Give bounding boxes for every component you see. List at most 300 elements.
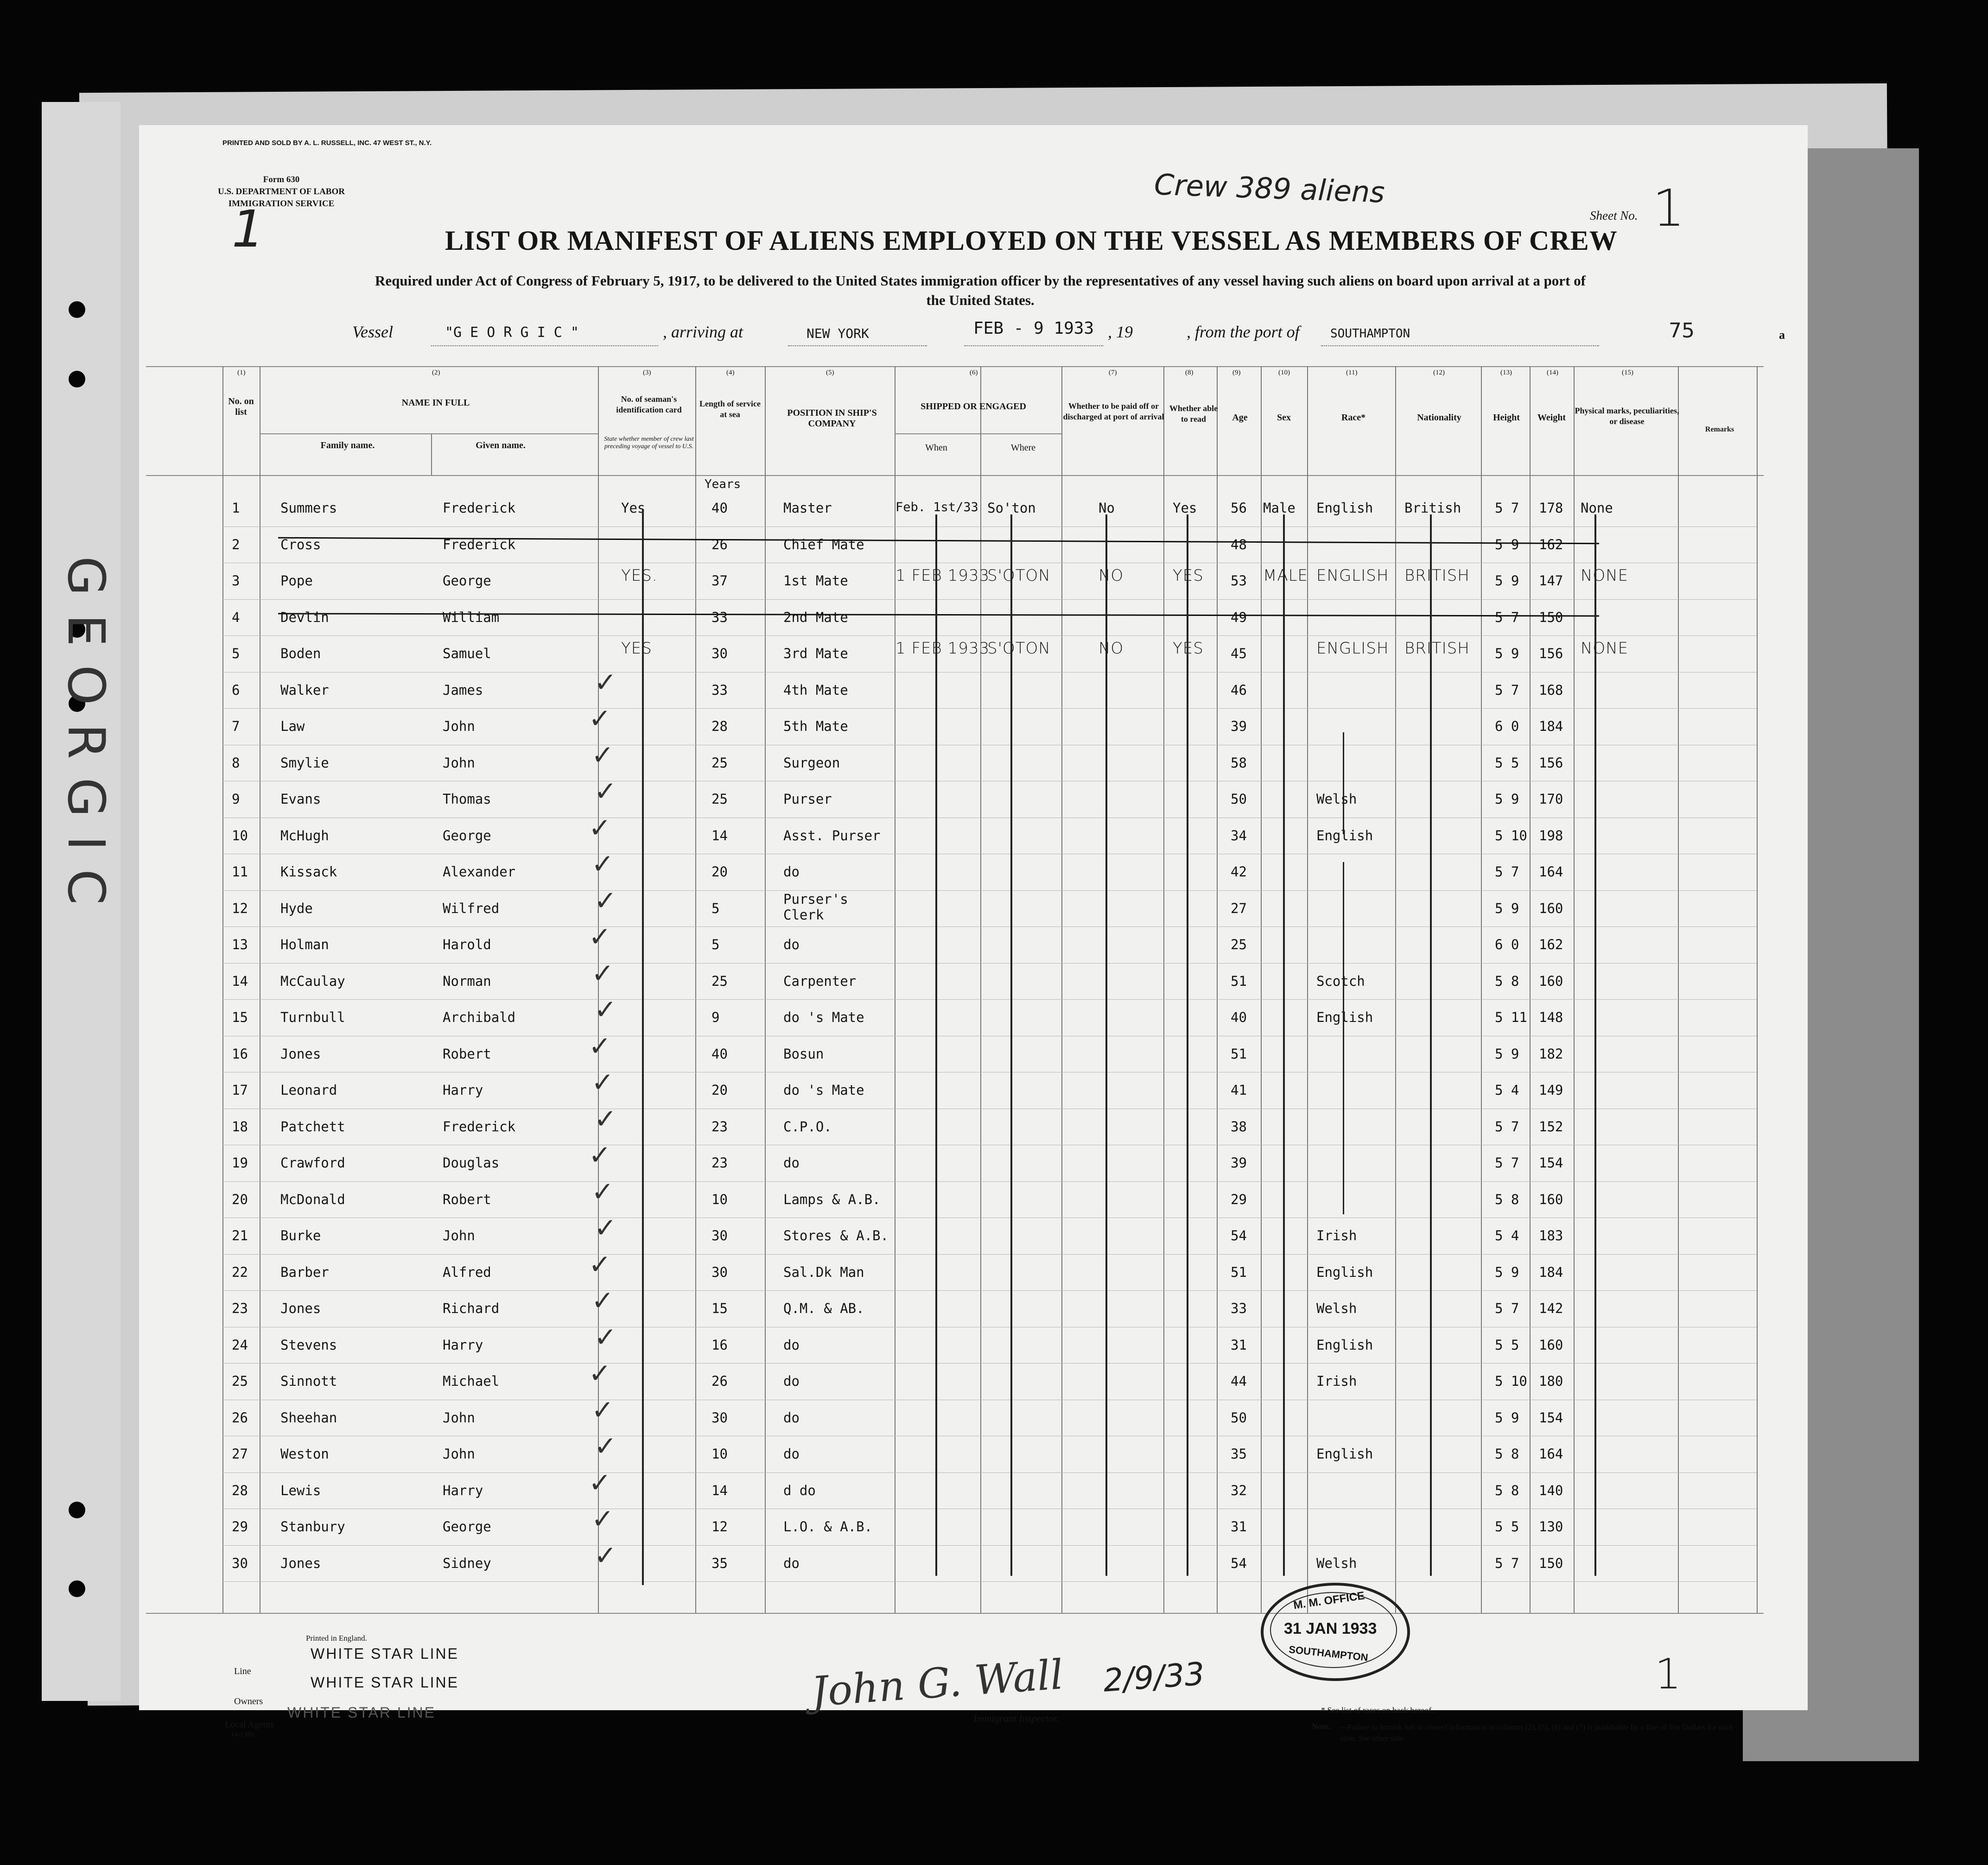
age: 49 [1231,609,1247,625]
age: 51 [1231,1046,1247,1062]
position: Carpenter [783,973,857,989]
race: Welsh [1316,1555,1357,1571]
given-name: George [443,1519,491,1535]
height: 5 9 [1495,536,1519,552]
weight: 160 [1539,973,1563,989]
able-to-read: YES [1173,639,1204,658]
age: 39 [1231,1155,1247,1171]
column-number: (7) [1109,369,1117,376]
row-number: 4 [232,609,240,625]
penalty-note: —Failure to furnish full or correct information in columns (2), (5), (6) and (7) is punishable by a fine of Ten Dollars for each alien. See other side. [1340,1723,1733,1743]
race: English [1316,1009,1373,1025]
column-number: (8) [1185,369,1194,376]
column-divider [695,366,696,1613]
hdr-length-service: Length of service at sea [699,399,761,419]
height: 5 11 [1495,1009,1527,1025]
check-mark-icon: ✓ [591,848,614,880]
owners-value: WHITE STAR LINE [311,1674,459,1691]
age: 38 [1231,1118,1247,1135]
service-years: 25 [711,755,728,771]
service-years: 14 [711,827,728,844]
stamp-date: 31 JAN 1933 [1284,1620,1377,1637]
height: 5 9 [1495,573,1519,589]
hdr-given-name: Given name. [476,440,526,450]
family-name: Sheehan [280,1409,337,1426]
header-bottom-border [146,475,1764,476]
family-name: Jones [280,1300,321,1316]
height: 5 7 [1495,500,1519,516]
row-number: 14 [232,973,248,989]
given-name: John [443,755,475,771]
column-number: (5) [826,369,834,376]
column-number: (4) [726,369,735,376]
service-years: 5 [711,900,720,916]
row-number: 27 [232,1446,248,1462]
column-divider [1574,366,1575,1613]
age: 48 [1231,536,1247,552]
given-name: Alexander [443,864,516,880]
height: 5 9 [1495,791,1519,807]
check-mark-icon: ✓ [589,1139,611,1171]
check-mark-icon: ✓ [591,1066,614,1098]
id-card: YES. [621,566,658,585]
table-bottom-border [146,1613,1764,1614]
ditto-line-when [935,514,937,1576]
agents-label: Local Agents [225,1719,274,1730]
age: 50 [1231,1409,1247,1426]
row-number: 1 [232,500,240,516]
position: do [783,1373,800,1389]
engaged-where: S'OTON [987,639,1051,658]
right-margin-mark: 1 [1655,1650,1682,1699]
position: 2nd Mate [783,609,848,625]
owners-label: Owners [234,1696,263,1706]
age: 50 [1231,791,1247,807]
hdr-id-card: No. of seaman's identification card [616,394,682,414]
weight: 164 [1539,1446,1563,1462]
service-years: 25 [711,791,728,807]
family-name: McHugh [280,827,329,844]
age: 27 [1231,900,1247,916]
check-mark-icon: ✓ [591,1175,614,1207]
position: do 's Mate [783,1082,864,1098]
given-name: Frederick [443,536,516,552]
header-subrule [895,433,1061,434]
header-subrule [260,433,598,434]
row-number: 13 [232,937,248,952]
check-mark-icon: ✓ [594,1430,617,1462]
weight: 160 [1539,1337,1563,1353]
weight: 142 [1539,1300,1563,1316]
position: do [783,864,800,880]
given-name: Archibald [443,1009,516,1025]
column-divider [222,366,223,1613]
ditto-line-marks [1594,514,1596,1576]
left-margin-mark: 1 [232,199,264,259]
from-port-label: , from the port of [1187,323,1300,341]
punch-hole [69,1502,85,1518]
family-name: Turnbull [280,1009,345,1025]
given-name: Harry [443,1337,483,1353]
given-name: John [443,1228,475,1243]
position: Asst. Purser [783,827,881,844]
age: 35 [1231,1446,1247,1462]
service-years: 30 [711,1409,728,1426]
service-name: IMMIGRATION SERVICE [228,199,335,209]
row-number: 28 [232,1482,248,1498]
row-number: 23 [232,1300,248,1316]
row-number: 11 [232,864,248,880]
family-name: Pope [280,573,313,589]
height: 5 8 [1495,1191,1519,1207]
position: do [783,1155,800,1171]
row-number: 8 [232,755,240,771]
check-mark-icon: ✓ [594,666,617,698]
check-mark-icon: ✓ [589,703,611,734]
engaged-where: S'OTON [987,566,1051,585]
row-number: 20 [232,1191,248,1207]
height: 5 10 [1495,827,1527,844]
position: Lamps & A.B. [783,1191,881,1207]
service-years: 35 [711,1555,728,1571]
service-years: 28 [711,718,728,734]
family-name: Kissack [280,864,337,880]
hdr-name-in-full: NAME IN FULL [401,398,470,408]
family-name: Weston [280,1446,329,1462]
age: 33 [1231,1300,1247,1316]
age: 34 [1231,827,1247,844]
age: 56 [1231,500,1247,516]
weight: 130 [1539,1519,1563,1535]
service-years: 26 [711,1373,728,1389]
position: Master [783,500,832,516]
hdr-where: Where [1010,443,1036,453]
row-number: 16 [232,1046,248,1062]
column-number: (2) [432,369,440,376]
row-rule [222,635,1757,636]
ditto-line-paid [1105,514,1107,1576]
height: 5 7 [1495,1300,1519,1316]
height: 5 5 [1495,755,1519,771]
height: 5 8 [1495,1446,1519,1462]
service-years: 33 [711,609,728,625]
given-name: Wilfred [443,900,500,916]
age: 46 [1231,682,1247,698]
check-mark-icon: ✓ [594,1539,617,1571]
family-name: Leonard [280,1082,337,1098]
age: 54 [1231,1555,1247,1571]
given-name: George [443,573,491,589]
weight: 198 [1539,827,1563,844]
check-mark-icon: ✓ [594,884,617,916]
position: Chief Mate [783,536,864,552]
position: Sal.Dk Man [783,1264,864,1280]
weight: 154 [1539,1409,1563,1426]
row-number: 25 [232,1373,248,1389]
check-mark-icon: ✓ [589,812,611,844]
hdr-race: Race* [1341,412,1366,423]
sheet-number-label: Sheet No. [1590,209,1638,222]
family-name: Evans [280,791,321,807]
height: 5 4 [1495,1082,1519,1098]
column-divider [765,366,766,1613]
check-mark-icon: ✓ [589,1358,611,1389]
service-years: 20 [711,1082,728,1098]
signature-date: 2/9/33 [1102,1656,1206,1700]
row-rule [222,963,1757,964]
punch-hole [69,1580,85,1597]
hdr-nationality: Nationality [1417,412,1461,423]
age: 29 [1231,1191,1247,1207]
service-years: 5 [711,937,720,952]
service-years: 9 [711,1009,720,1025]
column-number: (14) [1547,369,1558,376]
height: 5 4 [1495,1228,1519,1243]
given-name: Harry [443,1082,483,1098]
race: English [1316,500,1373,516]
engaged-when: Feb. 1st/33 [896,500,978,514]
row-number: 9 [232,791,240,807]
position: Surgeon [783,755,840,771]
family-name: Jones [280,1046,321,1062]
from-port: SOUTHAMPTON [1330,327,1410,341]
stamp-office: M. M. OFFICE [1292,1589,1366,1612]
service-years: 40 [711,500,728,516]
given-name: Robert [443,1191,491,1207]
port-dotline [788,345,927,346]
engaged-when: 1 FEB 1933 [896,566,990,585]
sex: Male [1263,500,1296,516]
height: 5 9 [1495,900,1519,916]
years-label: Years [705,477,741,491]
position: do [783,1409,800,1426]
given-name: Harry [443,1482,483,1498]
check-mark-icon: ✓ [594,1212,617,1243]
height: 5 5 [1495,1337,1519,1353]
age: 42 [1231,864,1247,880]
height: 5 9 [1495,1409,1519,1426]
nationality: British [1404,500,1461,516]
paid-off: No [1099,500,1115,516]
weight: 178 [1539,500,1563,516]
row-rule [222,599,1757,600]
weight: 160 [1539,1191,1563,1207]
position: 4th Mate [783,682,848,698]
row-rule [222,999,1757,1000]
column-divider [980,366,981,1613]
row-number: 29 [232,1519,248,1535]
check-mark-icon: ✓ [594,994,617,1025]
height: 6 0 [1495,718,1519,734]
family-name: Boden [280,646,321,661]
height: 5 5 [1495,1519,1519,1535]
family-name: Stanbury [280,1519,345,1535]
able-to-read: YES [1173,566,1204,585]
position: L.O. & A.B. [783,1519,873,1535]
weight: 156 [1539,755,1563,771]
service-years: 16 [711,1337,728,1353]
check-mark-icon: ✓ [594,1321,617,1353]
arriving-label: , arriving at [663,323,743,341]
row-number: 5 [232,646,240,661]
page-mark-suffix: a [1779,328,1785,342]
row-rule [222,1472,1757,1473]
height: 5 8 [1495,1482,1519,1498]
row-rule [222,890,1757,891]
age: 31 [1231,1337,1247,1353]
form-number: Form 630 [263,175,300,184]
line-value: WHITE STAR LINE [311,1645,459,1662]
given-name: Alfred [443,1264,491,1280]
hdr-no-on-list: No. on list [228,396,254,417]
from-dotline [1321,345,1599,346]
height: 5 8 [1495,973,1519,989]
height: 5 7 [1495,1118,1519,1135]
page-subtitle: Required under Act of Congress of February 5, 1917, to be delivered to the United States immigration officer by the representatives of any vessel having such aliens on board upon arrival at a port of the United States. [375,273,1586,308]
race-footnote: * See list of races on back hereof. [1321,1706,1434,1715]
column-divider [1395,366,1396,1613]
line-label: Line [234,1666,251,1676]
race: English [1316,1337,1373,1353]
row-number: 12 [232,900,248,916]
hdr-sex: Sex [1277,412,1291,423]
row-number: 2 [232,536,240,552]
date-dotline [964,345,1103,346]
check-mark-icon: ✓ [591,1285,614,1316]
engaged-when: 1 FEB 1933 [896,639,990,658]
race: English [1316,1446,1373,1462]
column-divider [1757,366,1758,1613]
sex: MALE [1263,566,1308,585]
weight: 149 [1539,1082,1563,1098]
column-number: (6) [970,369,978,376]
vessel-label: Vessel [352,323,393,341]
service-years: 23 [711,1155,728,1171]
age: 51 [1231,1264,1247,1280]
stamp-city: SOUTHAMPTON [1288,1643,1369,1663]
race: English [1316,1264,1373,1280]
height: 5 7 [1495,1555,1519,1571]
weight: 148 [1539,1009,1563,1025]
row-rule [222,1181,1757,1182]
check-mark-icon: ✓ [591,1394,614,1426]
race: Scotch [1316,973,1365,989]
position: Purser [783,791,832,807]
row-number: 19 [232,1155,248,1171]
weight: 147 [1539,573,1563,589]
given-name: John [443,1409,475,1426]
service-years: 40 [711,1046,728,1062]
hdr-remarks: Remarks [1705,425,1734,433]
age: 51 [1231,973,1247,989]
able-to-read: Yes [1173,500,1197,516]
column-divider [1163,366,1164,1613]
check-mark-icon: ✓ [591,1503,614,1535]
column-divider [1261,366,1262,1613]
family-name: Cross [280,536,321,552]
given-name: Richard [443,1300,500,1316]
position: do [783,1555,800,1571]
row-rule [222,1254,1757,1255]
id-card: YES [621,639,652,658]
printed-in-label: Printed in England. [306,1634,367,1643]
family-name: Crawford [280,1155,345,1171]
weight: 184 [1539,1264,1563,1280]
family-name: Sinnott [280,1373,337,1389]
position: 3rd Mate [783,646,848,661]
weight: 168 [1539,682,1563,698]
given-name: Norman [443,973,491,989]
row-number: 30 [232,1555,248,1571]
family-name: Smylie [280,755,329,771]
height: 5 9 [1495,646,1519,661]
race: Irish [1316,1373,1357,1389]
column-number: (10) [1278,369,1290,376]
hdr-paid-off: Whether to be paid off or discharged at port of arrival [1063,401,1164,421]
given-name: Sidney [443,1555,491,1571]
row-number: 7 [232,718,240,734]
crew-count-note: Crew 389 aliens [1153,167,1385,209]
given-name: Michael [443,1373,500,1389]
height: 5 10 [1495,1373,1527,1389]
age: 32 [1231,1482,1247,1498]
ditto-line-sex [1283,514,1285,1576]
row-number: 22 [232,1264,248,1280]
position: do [783,1446,800,1462]
given-name: John [443,718,475,734]
service-years: 26 [711,536,728,552]
ditto-line-read [1187,514,1188,1576]
family-name: Lewis [280,1482,321,1498]
age: 54 [1231,1228,1247,1243]
column-divider [598,366,599,1613]
inspector-label: Immigrant Inspector. [973,1713,1059,1724]
row-number: 18 [232,1118,248,1135]
service-years: 25 [711,973,728,989]
arrival-date: FEB - 9 1933 [973,319,1094,338]
id-card: Yes [621,500,646,516]
weight: 156 [1539,646,1563,661]
family-name: Hyde [280,900,313,916]
engaged-where: So'ton [987,500,1036,516]
height: 5 7 [1495,609,1519,625]
column-number: (15) [1622,369,1633,376]
given-name: William [443,609,500,625]
family-name: Holman [280,937,329,952]
weight: 180 [1539,1373,1563,1389]
weight: 184 [1539,718,1563,734]
check-mark-icon: ✓ [589,921,611,952]
paid-off: NO [1099,639,1124,658]
punch-hole [69,301,85,318]
service-years: 10 [711,1191,728,1207]
note-label: Note. [1312,1722,1331,1731]
position: d do [783,1482,816,1498]
weight: 150 [1539,609,1563,625]
height: 5 7 [1495,682,1519,698]
age: 40 [1231,1009,1247,1025]
height: 6 0 [1495,937,1519,952]
ditto-line-race-1 [1343,862,1344,1214]
row-rule [222,1545,1757,1546]
hdr-position: POSITION IN SHIP'S COMPANY [787,408,877,429]
weight: 183 [1539,1228,1563,1243]
position: 5th Mate [783,718,848,734]
race: Welsh [1316,1300,1357,1316]
family-name: Stevens [280,1337,337,1353]
given-name: John [443,1446,475,1462]
nationality: BRITISH [1404,566,1470,585]
